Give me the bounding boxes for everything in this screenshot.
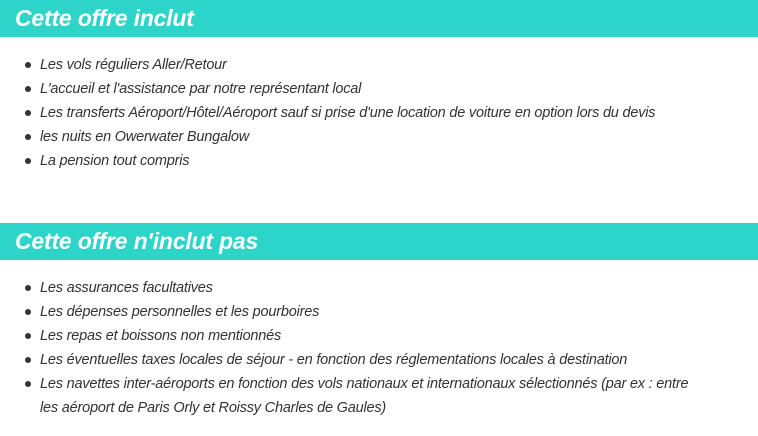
- list-item: Les éventuelles taxes locales de séjour - en fonction des réglementations locales à destination: [0, 348, 740, 372]
- bullet-icon: [25, 309, 31, 315]
- bullet-icon: [25, 333, 31, 339]
- bullet-icon: [25, 158, 31, 164]
- bullet-icon: [25, 285, 31, 291]
- bullet-icon: [25, 381, 31, 387]
- includes-list: [0, 53, 740, 173]
- includes-title: Cette offre inclut: [15, 5, 194, 31]
- bullet-icon: [25, 110, 31, 116]
- list-item: Les assurances facultatives: [0, 276, 740, 300]
- excludes-title: Cette offre n'inclut pas: [15, 228, 259, 254]
- list-item: les nuits en Owerwater Bungalow: [0, 125, 740, 149]
- includes-banner: [0, 0, 758, 37]
- bullet-icon: [25, 134, 31, 140]
- excludes-list: [0, 276, 740, 420]
- excludes-banner: [0, 223, 758, 260]
- list-item: Les navettes inter-aéroports en fonction des vols nationaux et internationaux sélectionnés (par ex : entre les aéroport de Paris Orly et Roissy Charles de Gaules): [0, 372, 740, 420]
- list-item: Les vols réguliers Aller/Retour: [0, 53, 740, 77]
- list-item: Les repas et boissons non mentionnés: [0, 324, 740, 348]
- bullet-icon: [25, 357, 31, 363]
- list-item: Les dépenses personnelles et les pourboires: [0, 300, 740, 324]
- list-item: La pension tout compris: [0, 149, 740, 173]
- list-item: Les transferts Aéroport/Hôtel/Aéroport sauf si prise d'une location de voiture en option lors du devis: [0, 101, 740, 125]
- bullet-icon: [25, 62, 31, 68]
- list-item: L'accueil et l'assistance par notre représentant local: [0, 77, 740, 101]
- bullet-icon: [25, 86, 31, 92]
